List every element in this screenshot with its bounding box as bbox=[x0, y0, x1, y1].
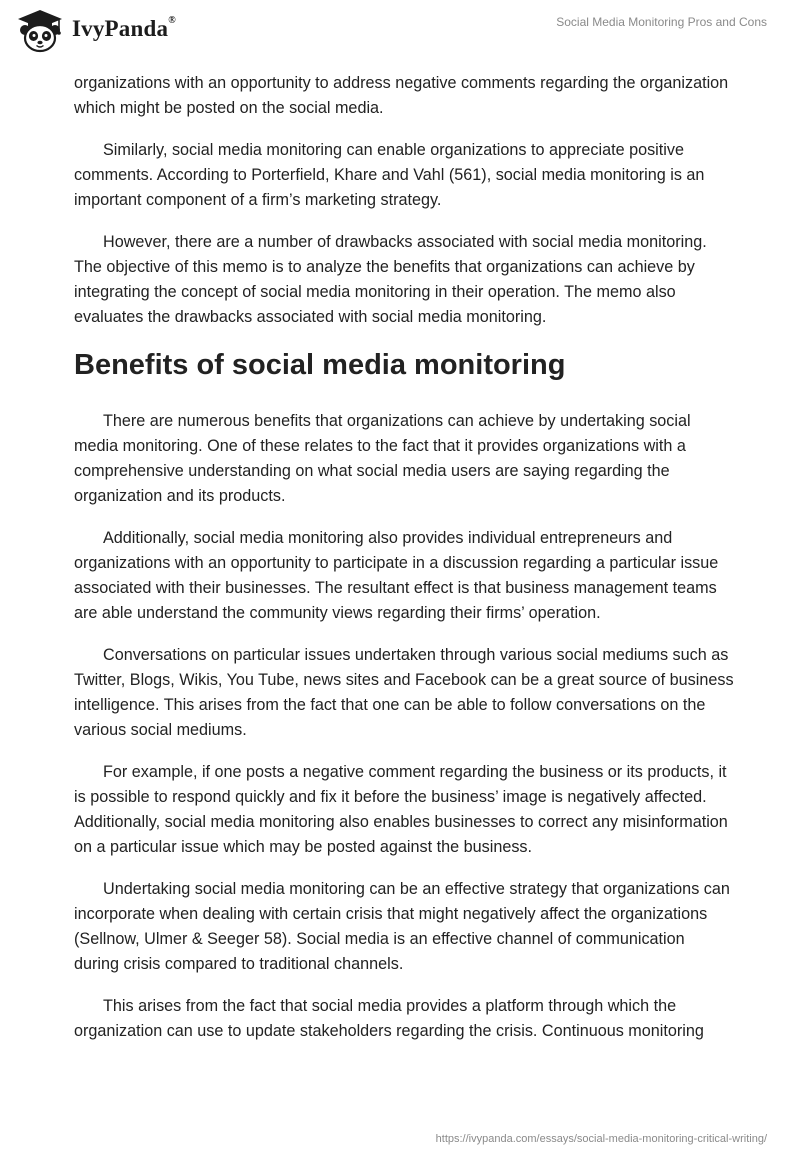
brand-name: IvyPanda® bbox=[72, 15, 176, 41]
paragraph: For example, if one posts a negative comment regarding the business or its products, it is possible to respond quickly and fix it before the business’ image is negatively affected. Additionally, social media monitoring also enables businesses to correct any misinformation on a particular issue which may be posted against the business. bbox=[74, 763, 728, 856]
document-title: Social Media Monitoring Pros and Cons bbox=[556, 15, 767, 29]
logo[interactable] bbox=[14, 8, 176, 54]
paragraph: However, there are a number of drawbacks associated with social media monitoring. The objective of this memo is to analyze the benefits that organizations can achieve by integrating the concept of social media monitoring in their operation. The memo also evaluates the drawbacks associated with social media monitoring. bbox=[74, 233, 707, 326]
section-heading: Benefits of social media monitoring bbox=[74, 349, 566, 381]
paragraph: Similarly, social media monitoring can enable organizations to appreciate positive comments. According to Porterfield, Khare and Vahl (561), social media monitoring is an important component of a firm’s marketing strategy. bbox=[74, 141, 705, 209]
paragraph: organizations with an opportunity to address negative comments regarding the organization which might be posted on the social media. bbox=[74, 74, 729, 117]
page-header bbox=[0, 0, 800, 60]
paragraph: Additionally, social media monitoring also provides individual entrepreneurs and organizations with an opportunity to participate in a discussion regarding a particular issue associated with their businesses. The resultant effect is that business management teams are able understand the community views regarding their firms’ operation. bbox=[74, 529, 719, 622]
essay-content bbox=[74, 71, 734, 1061]
source-url[interactable]: https://ivypanda.com/essays/social-media-monitoring-critical-writing/ bbox=[435, 1133, 767, 1145]
paragraph: This arises from the fact that social media provides a platform through which the organization can use to update stakeholders regarding the crisis. Continuous monitoring bbox=[74, 997, 704, 1040]
paragraph: Conversations on particular issues undertaken through various social mediums such as Twitter, Blogs, Wikis, You Tube, news sites and Facebook can be a great source of business intelligence. This arises from the fact that one can be able to follow conversations on the various social mediums. bbox=[74, 646, 734, 739]
panda-graduate-icon bbox=[14, 8, 66, 54]
paragraph: Undertaking social media monitoring can be an effective strategy that organizations can incorporate when dealing with certain crisis that might negatively affect the organizations (Sellnow, Ulmer & Seeger 58). Social media is an effective channel of communication during crisis compared to traditional channels. bbox=[74, 880, 730, 973]
paragraph: There are numerous benefits that organizations can achieve by undertaking social media monitoring. One of these relates to the fact that it provides organizations with a comprehensive understanding on what social media users are saying regarding the organization and its products. bbox=[74, 412, 691, 505]
